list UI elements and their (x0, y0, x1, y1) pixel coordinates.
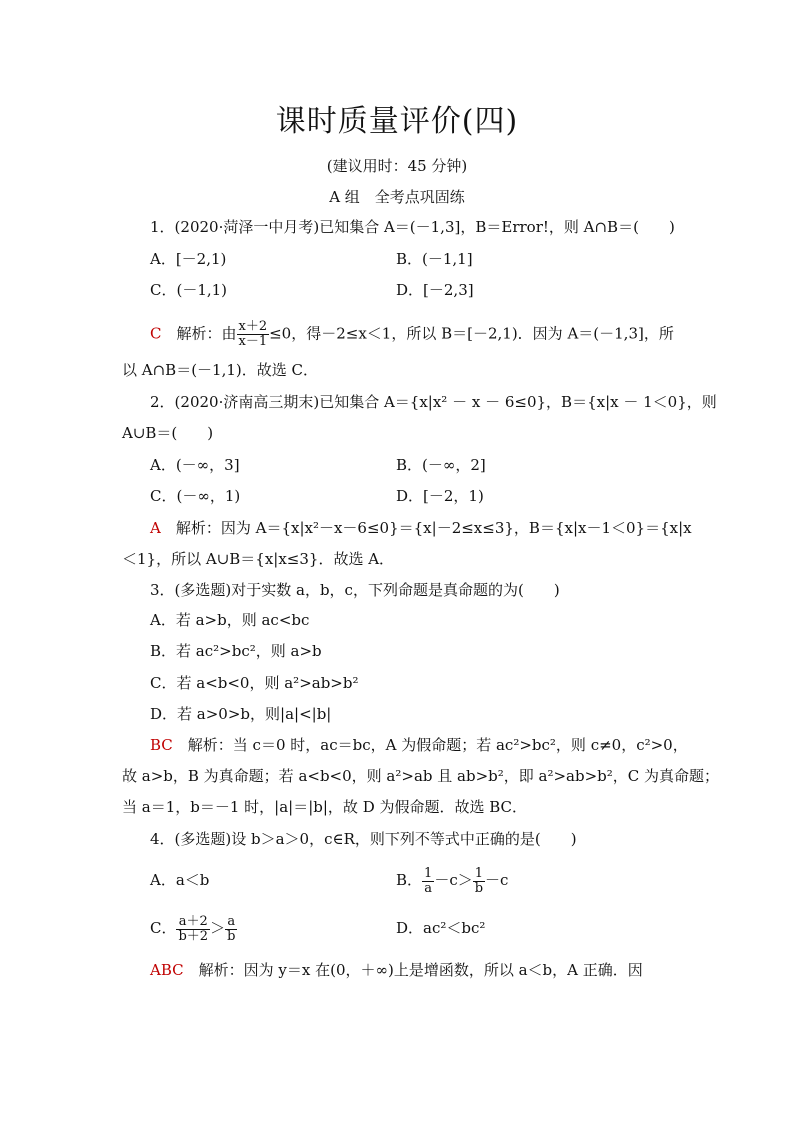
fraction: $\frac{a}{b}$ (227, 913, 236, 944)
q3-analysis-cont-1: 故 a>b，B 为真命题；若 a<b<0，则 a²>ab 且 ab>b²，即 a²>ab>b²，C 为真命题； (122, 767, 720, 785)
q2-analysis-cont: ＜1}，所以 A∪B＝{x|x≤3}．故选 A． (122, 550, 395, 568)
time-note: (建议用时：45 分钟) (326, 157, 468, 175)
q2-stem: 2．(2020·济南高三期末)已知集合 A＝{x|x² － x － 6≤0}，B＝{x|x － 1＜0}，则 (150, 393, 717, 411)
q2-option-c: C．(－∞，1) (150, 487, 241, 505)
q2-stem-cont: A∪B＝( ) (122, 424, 214, 442)
q2-option-a: A．(－∞，3] (150, 456, 240, 474)
fraction: $\frac{a+2}{b+2}$ (178, 913, 209, 944)
q2-answer: A (150, 519, 176, 537)
q3-answer: BC (150, 736, 188, 754)
q1-option-b: B．(－1,1] (396, 250, 473, 268)
q4-option-a: A．a＜b (150, 871, 210, 889)
q4-option-b: B． $\frac{1}{a}$ －c＞ $\frac{1}{b}$ －c (396, 865, 509, 896)
q1-stem: 1．(2020·菏泽一中月考)已知集合 A＝(－1,3]，B＝Error!，则 A∩B＝( ) (150, 218, 675, 236)
q1-answer: C (150, 324, 177, 343)
q1-option-c: C．(－1,1) (150, 281, 228, 299)
q3-option-a: A．若 a>b，则 ac<bc (150, 611, 310, 629)
fraction: $\frac{1}{a}$ (424, 865, 433, 896)
q1-analysis: C 解析：由 $\frac{x+2}{x-1}$ ≤0，得－2≤x＜1，所以 B＝[－2,1)．因为 A＝(－1,3]，所 (150, 319, 674, 349)
q4-analysis: ABC 解析：因为 y＝x 在(0，＋∞)上是增函数，所以 a＜b，A 正确．因 (150, 961, 643, 979)
q1-option-d: D．[－2,3] (396, 281, 474, 299)
q4-stem: 4．(多选题)设 b＞a＞0，c∈R，则下列不等式中正确的是( ) (150, 830, 577, 848)
q1-option-a: A．[－2,1) (150, 250, 227, 268)
q4-option-d: D．ac²＜bc² (396, 919, 486, 937)
q3-option-d: D．若 a>0>b，则|a|<|b| (150, 705, 332, 723)
q3-analysis-cont-2: 当 a＝1，b＝－1 时，|a|＝|b|，故 D 为假命题．故选 BC． (122, 798, 528, 816)
q1-analysis-cont: 以 A∩B＝(－1,1)．故选 C． (122, 361, 318, 379)
q3-option-b: B．若 ac²>bc²，则 a>b (150, 642, 322, 660)
q3-stem: 3．(多选题)对于实数 a，b，c，下列命题是真命题的为( ) (150, 581, 560, 599)
q4-answer: ABC (150, 961, 199, 979)
q3-analysis: BC 解析：当 c＝0 时，ac＝bc，A 为假命题；若 ac²>bc²，则 c≠0，c²>0， (150, 736, 688, 754)
q3-option-c: C．若 a<b<0，则 a²>ab>b² (150, 674, 359, 692)
q2-analysis: A 解析：因为 A＝{x|x²－x－6≤0}＝{x|－2≤x≤3}，B＝{x|x－1＜0}＝{x|x (150, 519, 692, 537)
fraction: $\frac{x+2}{x-1}$ (238, 319, 268, 349)
q4-option-c: C． $\frac{a+2}{b+2}$ ＞ $\frac{a}{b}$ (150, 913, 236, 944)
q2-option-d: D．[－2，1) (396, 487, 484, 505)
q2-option-b: B．(－∞，2] (396, 456, 486, 474)
fraction: $\frac{1}{b}$ (474, 865, 484, 896)
page-title: 课时质量评价(四) (275, 104, 519, 139)
group-heading: A 组 全考点巩固练 (329, 188, 465, 206)
